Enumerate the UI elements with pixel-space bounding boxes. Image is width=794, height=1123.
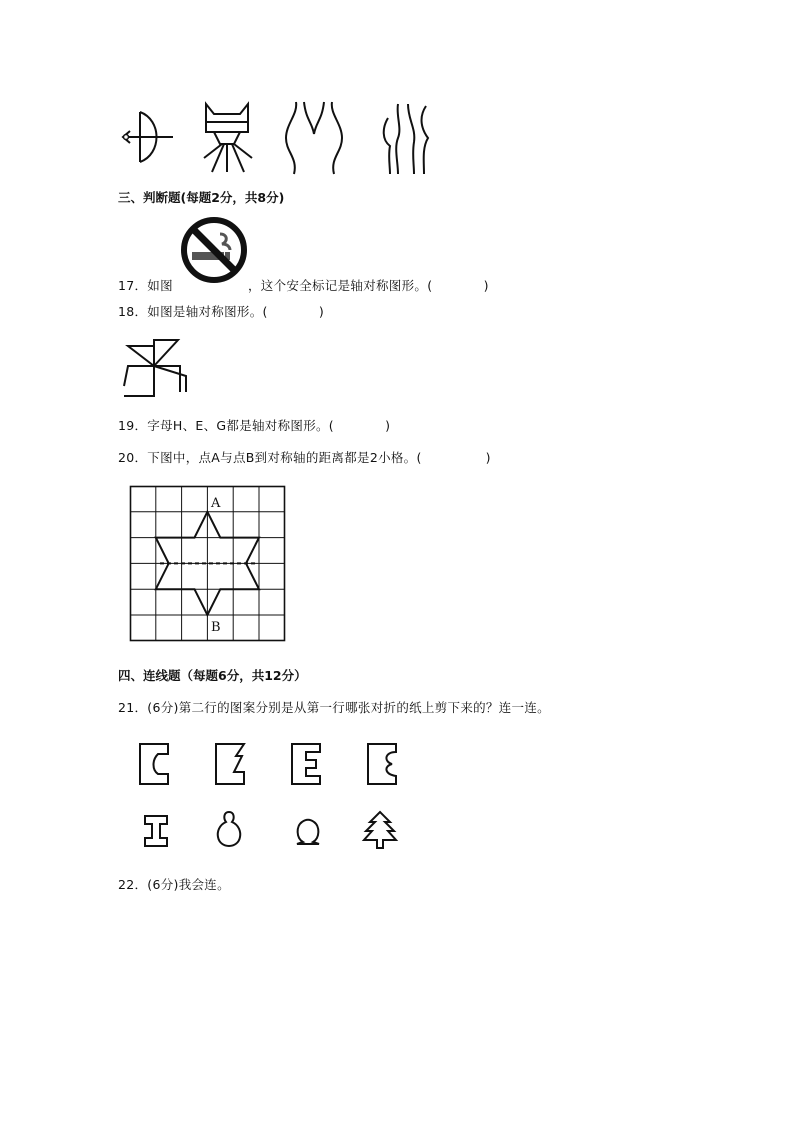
question-18-text: 18．如图是轴对称图形。( ) — [118, 304, 325, 319]
question-20-text: 20．下图中，点A与点B到对称轴的距离都是2小格。( ) — [118, 450, 491, 465]
symmetry-grid — [130, 486, 286, 642]
point-b-label: B — [211, 620, 221, 635]
point-a-label: A — [211, 496, 221, 511]
i-beam-shape — [142, 814, 170, 848]
bow-arrow-figure — [118, 110, 178, 165]
no-smoking-icon — [180, 216, 248, 284]
cat-face-figure — [196, 100, 258, 175]
folded-paper-2 — [214, 742, 246, 786]
gourd-shape — [214, 810, 244, 848]
question-21-text: 21．(6分)第二行的图案分别是从第一行哪张对折的纸上剪下来的？连一连。 — [118, 700, 550, 715]
folded-paper-1 — [138, 742, 170, 786]
question-22-text: 22．(6分)我会连。 — [118, 877, 230, 892]
question-17-text: ，这个安全标记是轴对称图形。( ) — [248, 278, 489, 293]
folded-paper-3 — [290, 742, 322, 786]
vase-curves-figure — [282, 100, 346, 176]
folded-paper-4 — [366, 742, 398, 786]
pinwheel-figure — [120, 336, 190, 398]
split-vase-figure — [378, 102, 436, 176]
section-3-title: 三、判断题(每题2分，共8分) — [118, 190, 285, 205]
question-19-text: 19．字母H、E、G都是轴对称图形。( ) — [118, 418, 391, 433]
question-17-prefix: 17．如图 — [118, 278, 173, 293]
tree-shape — [362, 810, 398, 850]
omega-shape — [294, 818, 322, 846]
section-4-title: 四、连线题（每题6分，共12分） — [118, 668, 307, 683]
